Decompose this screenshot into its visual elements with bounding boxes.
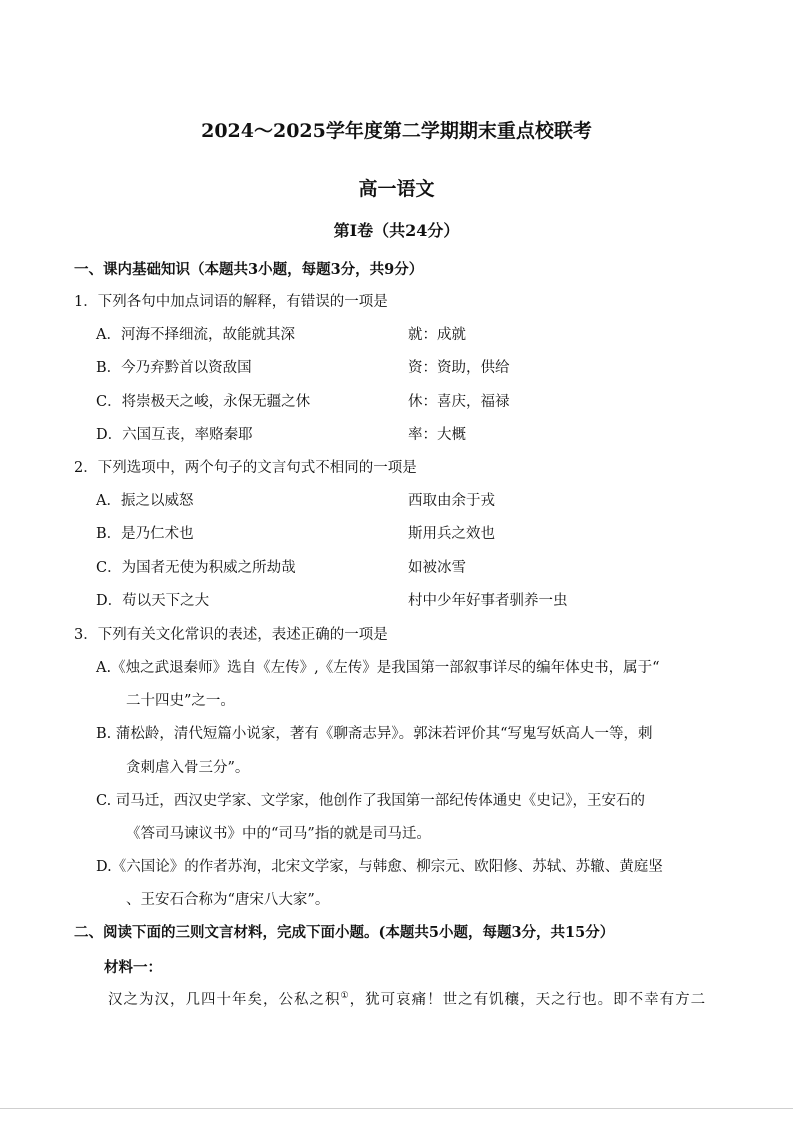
page-bottom-divider	[0, 1108, 793, 1109]
q2-stem: 2．下列选项中，两个句子的文言句式不相同的一项是	[74, 460, 417, 476]
material-label: 材料一：	[104, 959, 162, 976]
q3-option-b-line1: B. 蒲松龄，清代短篇小说家，著有《聊斋志异》。郭沫若评价其“写鬼写妖高人一等，刺	[96, 726, 653, 742]
q2-option-a: A．振之以威怒	[96, 493, 194, 509]
q1-stem: 1．下列各句中加点词语的解释，有错误的一项是	[74, 294, 388, 310]
q1-gloss-c: 休：喜庆，福禄	[408, 394, 510, 410]
q2-gloss-a: 西取由余于戎	[408, 493, 495, 509]
q1-gloss-d: 率：大概	[408, 427, 466, 443]
footnote-marker: ①	[340, 991, 350, 1002]
q2-gloss-b: 斯用兵之效也	[408, 526, 495, 542]
part-title: 第Ⅰ卷（共24分）	[333, 221, 460, 240]
q3-option-c-line1: C. 司马迁，西汉史学家、文学家，他创作了我国第一部纪传体通史《史记》，王安石的	[96, 793, 646, 809]
q2-option-d: D．苟以天下之大	[96, 593, 210, 609]
q1-option-d: D．六国互丧，率赂秦耶	[96, 427, 253, 443]
q3-option-d-line2: 、王安石合称为“唐宋八大家”。	[126, 892, 330, 908]
q1-gloss-b: 资：资助，供给	[408, 360, 510, 376]
q2-option-b: B．是乃仁术也	[96, 526, 194, 542]
q1-gloss-a: 就：成就	[408, 327, 466, 343]
exam-title: 2024～2025学年度第二学期期末重点校联考	[201, 120, 592, 142]
material-text-part-a: 汉之为汉，几四十年矣，公私之积	[108, 992, 341, 1008]
q2-option-c: C．为国者无使为积威之所劫哉	[96, 560, 296, 576]
q3-stem: 3．下列有关文化常识的表述，表述正确的一项是	[74, 627, 388, 643]
subject-title: 高一语文	[358, 178, 435, 200]
section2-heading: 二、阅读下面的三则文言材料，完成下面小题。(本题共5小题，每题3分，共15分）	[74, 924, 615, 941]
q1-option-a: A．河海不择细流，故能就其深	[96, 327, 295, 343]
material-text-part-b: ，犹可哀痛！世之有饥穰，天之行也。即不幸有方二	[349, 992, 707, 1008]
q3-option-b-line2: 贪刺虐入骨三分”。	[126, 760, 250, 776]
q1-option-c: C．将崇极天之峻，永保无疆之休	[96, 394, 311, 410]
q3-option-c-line2: 《答司马谏议书》中的“司马”指的就是司马迁。	[126, 826, 431, 842]
q2-gloss-c: 如被冰雪	[408, 560, 466, 576]
q3-option-d-line1: D.《六国论》的作者苏洵，北宋文学家，与韩愈、柳宗元、欧阳修、苏轼、苏辙、黄庭坚	[96, 859, 663, 875]
q1-option-b: B．今乃弃黔首以资敌国	[96, 360, 252, 376]
q2-gloss-d: 村中少年好事者驯养一虫	[408, 593, 568, 609]
q3-option-a-line1: A.《烛之武退秦师》选自《左传》,《左传》是我国第一部叙事详尽的编年体史书，属于“	[96, 660, 660, 676]
q3-option-a-line2: 二十四史”之一。	[126, 693, 235, 709]
section1-heading: 一、课内基础知识（本题共3小题，每题3分，共9分）	[74, 261, 424, 278]
material-text	[108, 988, 706, 1009]
